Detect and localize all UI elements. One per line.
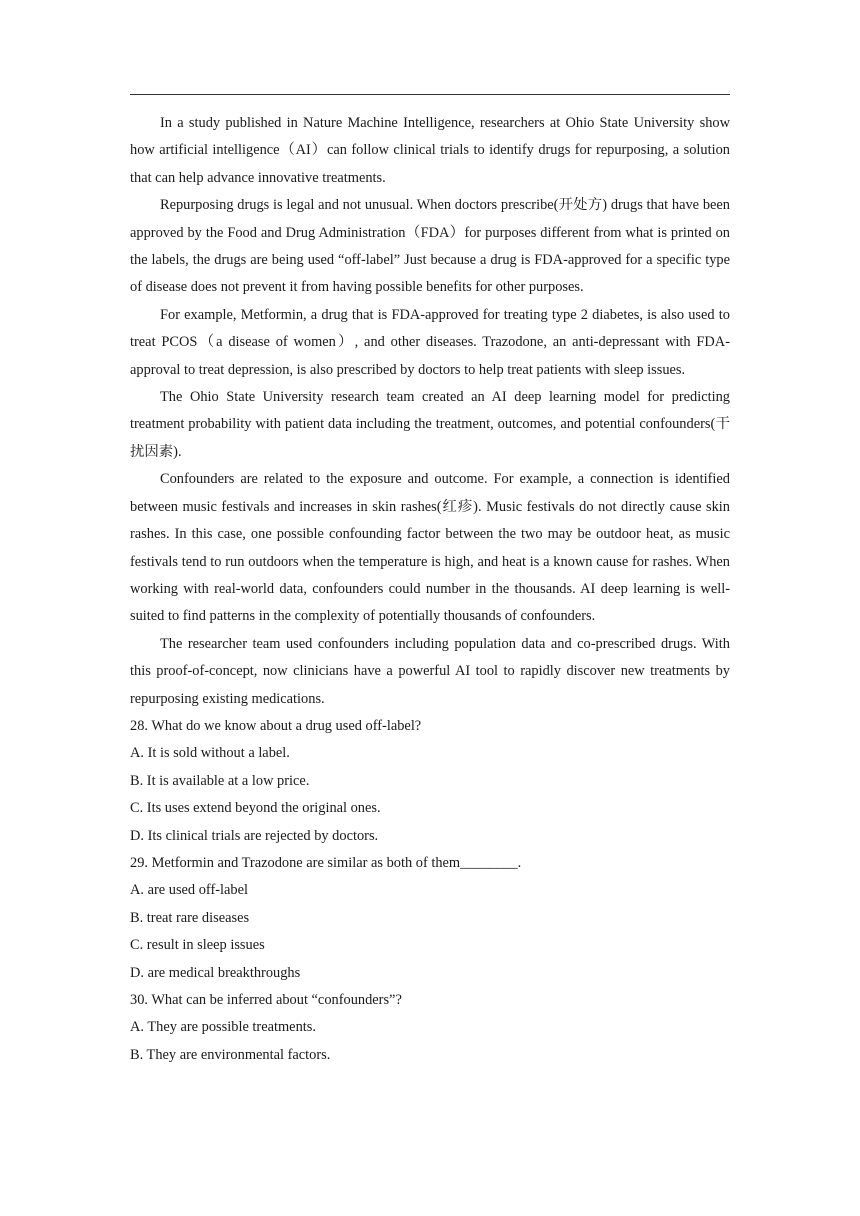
answer-option: A. They are possible treatments. xyxy=(130,1019,316,1036)
answer-option: D. Its clinical trials are rejected by doctors. xyxy=(130,827,379,844)
document-content xyxy=(130,110,730,1069)
passage-paragraph: For example, Metformin, a drug that is FDA-approved for treating type 2 diabetes, is also used to treat PCOS（a disease of women）, and other diseases. Trazodone, an anti-depressant with FDA-approval to treat depression, is also prescribed by doctors to help treat patients with sleep issues. xyxy=(130,306,730,378)
answer-option: C. result in sleep issues xyxy=(130,937,265,954)
passage-paragraph: The Ohio State University research team created an AI deep learning model for predicting treatment probability with patient data including the treatment, outcomes, and potential confounders(干扰因素). xyxy=(130,389,730,460)
answer-option: B. It is available at a low price. xyxy=(130,772,310,789)
passage-paragraph: In a study published in Nature Machine Intelligence, researchers at Ohio State University show how artificial intelligence（AI）can follow clinical trials to identify drugs for repurposing, a solution that can help advance innovative treatments. xyxy=(130,115,730,186)
passage-paragraph: Confounders are related to the exposure and outcome. For example, a connection is identified between music festivals and increases in skin rashes(红疹). Music festivals do not directly cause skin rashes. In this case, one possible confounding factor between the two may be outdoor heat, as music festivals tend to run outdoors when the temperature is high, and heat is a known cause for rashes. When working with real-world data, confounders could number in the thousands. AI deep learning is well-suited to find patterns in the complexity of potentially thousands of confounders. xyxy=(130,471,730,625)
question-stem: 28. What do we know about a drug used off-label? xyxy=(130,717,422,734)
header-rule xyxy=(130,94,730,95)
answer-option: B. treat rare diseases xyxy=(130,909,250,926)
question-stem: 29. Metformin and Trazodone are similar as both of them________. xyxy=(130,854,522,871)
answer-option: A. are used off-label xyxy=(130,882,249,899)
reading-passage xyxy=(130,110,730,713)
answer-option: A. It is sold without a label. xyxy=(130,745,290,762)
passage-paragraph: The researcher team used confounders including population data and co-prescribed drugs. With this proof-of-concept, now clinicians have a powerful AI tool to rapidly discover new treatments by repurposing existing medications. xyxy=(130,635,730,707)
answer-option: D. are medical breakthroughs xyxy=(130,964,301,981)
passage-paragraph: Repurposing drugs is legal and not unusual. When doctors prescribe(开处方) drugs that have been approved by the Food and Drug Administration（FDA）for purposes different from what is printed on the labels, the drugs are being used “off-label” Just because a drug is FDA-approved for a specific type of disease does not prevent it from having possible benefits for other purposes. xyxy=(130,197,730,296)
answer-option: C. Its uses extend beyond the original ones. xyxy=(130,800,381,817)
question-stem: 30. What can be inferred about “confounders”? xyxy=(130,992,402,1008)
question-30 xyxy=(130,987,730,1069)
question-28 xyxy=(130,713,730,850)
question-29 xyxy=(130,850,730,987)
answer-option: B. They are environmental factors. xyxy=(130,1046,331,1063)
